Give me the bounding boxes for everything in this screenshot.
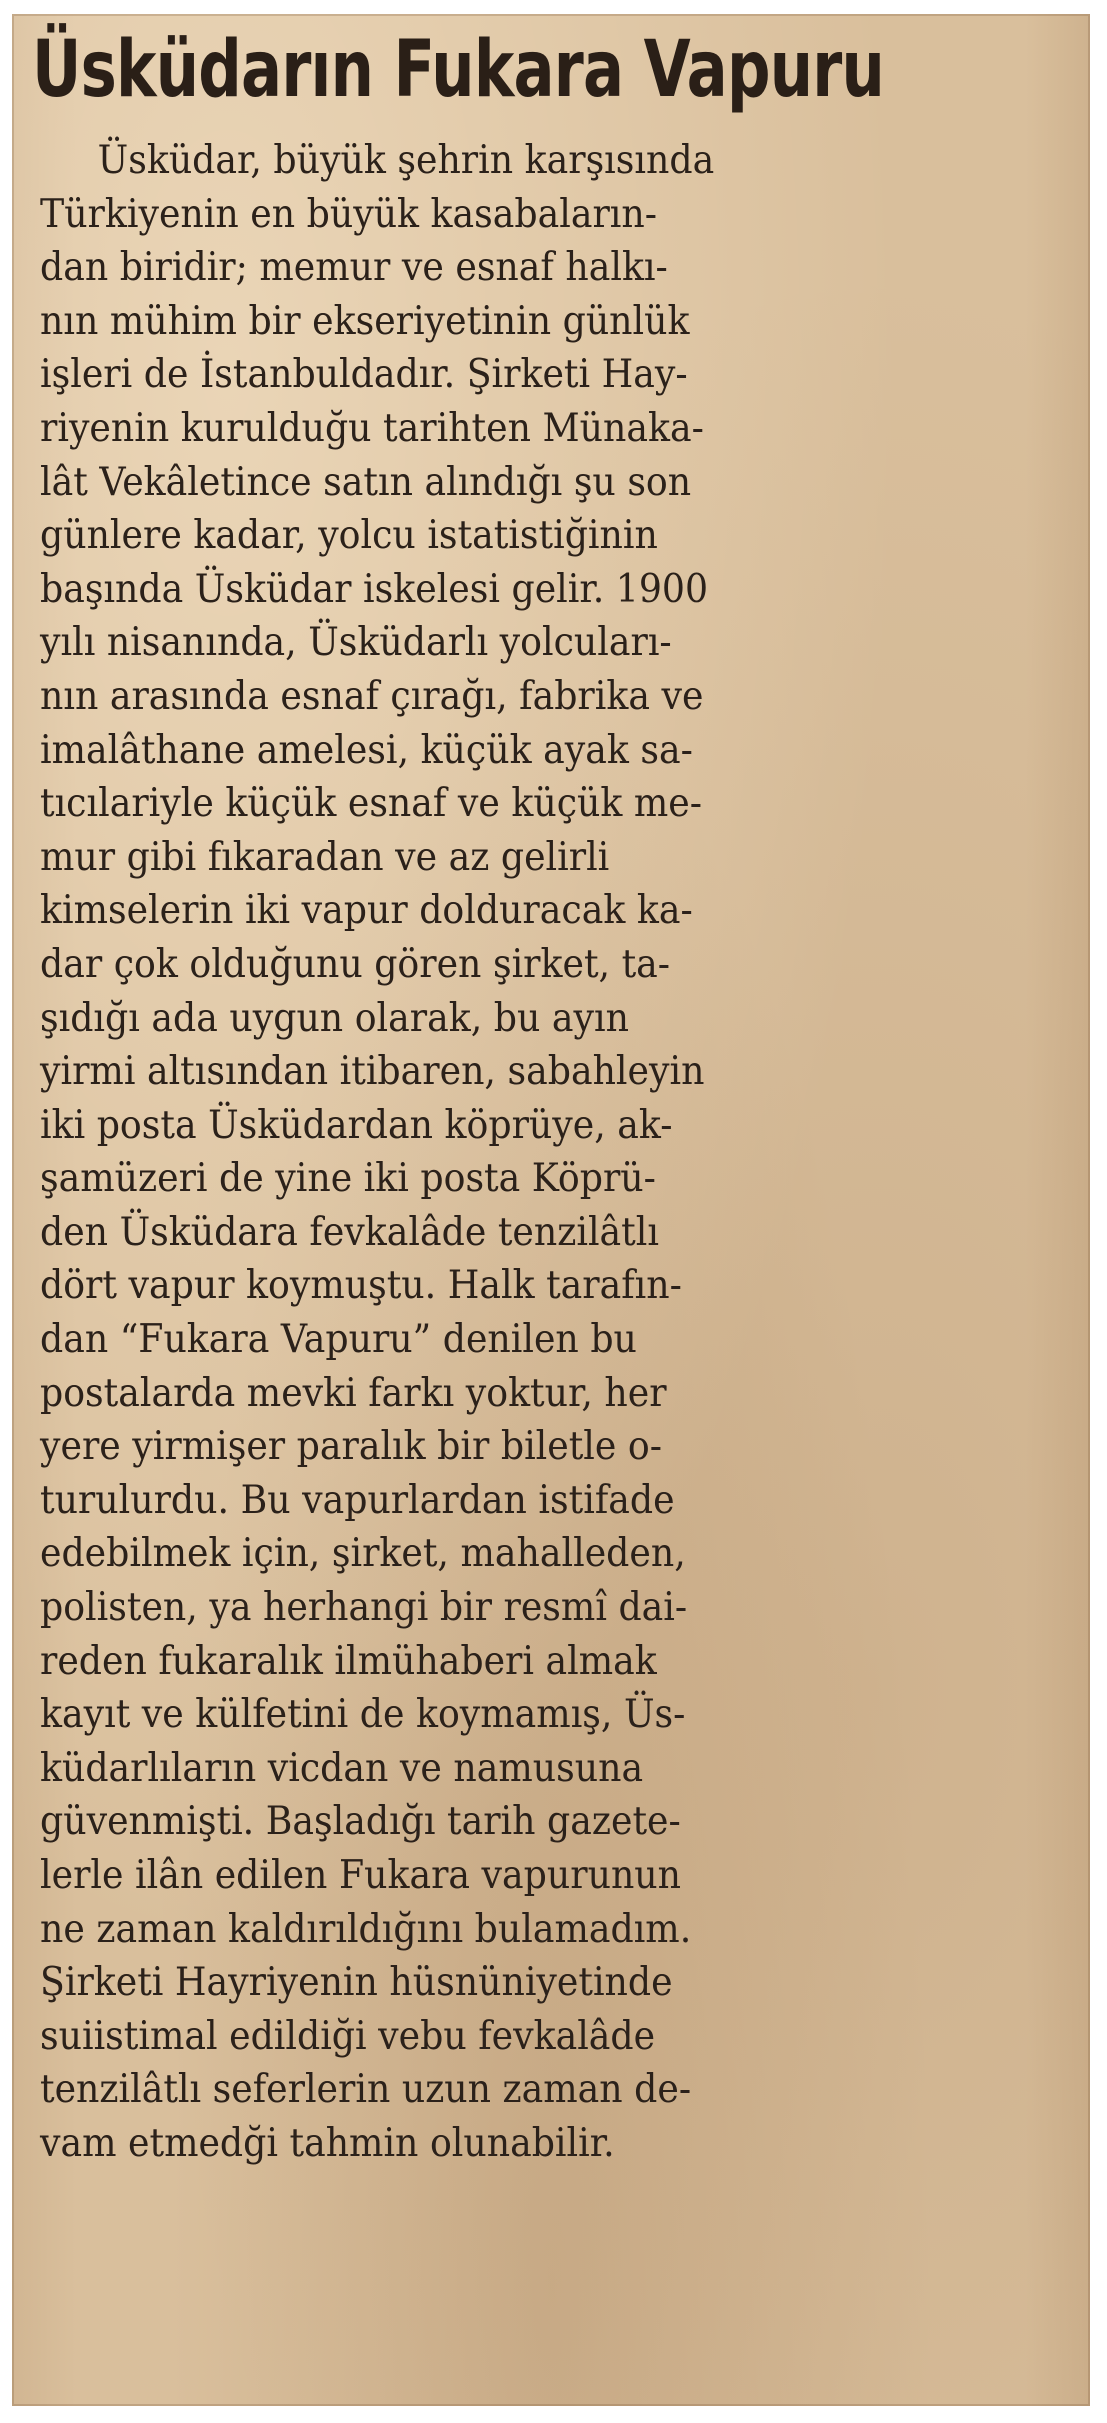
article-line: turulurdu. Bu vapurlardan istifade (40, 1477, 675, 1523)
article-line: vam etmedği tahmin olunabilir. (40, 2120, 615, 2166)
article-line: Türkiyenin en büyük kasabaların- (40, 191, 658, 237)
article-line: başında Üsküdar iskelesi gelir. 1900 (40, 566, 709, 612)
article-line: Şirketi Hayriyenin hüsnüniyetinde (40, 1960, 673, 2006)
article-line: postalarda mevki farkı yoktur, her (40, 1370, 667, 1416)
article-line: lât Vekâletince satın alındığı şu son (40, 459, 692, 505)
article-line: işleri de İstanbuldadır. Şirketi Hay- (40, 352, 688, 398)
article-line: şamüzeri de yine iki posta Köprü- (40, 1156, 656, 1202)
article-line: edebilmek için, şirket, mahalleden, (40, 1531, 686, 1577)
article-line: dan biridir; memur ve esnaf halkı- (40, 245, 668, 291)
article-line: den Üsküdara fevkalâde tenzilâtlı (40, 1209, 659, 1255)
article-line: Üsküdar, büyük şehrin karşısında (97, 138, 715, 183)
article-headline: Üsküdarın Fukara Vapuru (32, 25, 885, 115)
article-line: şıdığı ada uygun olarak, bu ayın (40, 995, 629, 1041)
article-line: riyenin kurulduğu tarihten Münaka- (40, 405, 704, 451)
newspaper-clipping (12, 14, 1090, 2406)
article-line: polisten, ya herhangi bir resmî dai- (40, 1585, 688, 1631)
article-line: reden fukaralık ilmühaberi almak (40, 1638, 657, 1684)
article-line: tıcılariyle küçük esnaf ve küçük me- (40, 781, 702, 827)
article-line: küdarlıların vicdan ve namusuna (40, 1745, 644, 1791)
article-line: kayıt ve külfetini de koymamış, Üs- (40, 1692, 686, 1738)
article-line: suiistimal edildiği vebu fevkalâde (40, 2013, 656, 2059)
article-line: yirmi altısından itibaren, sabahleyin (40, 1049, 705, 1095)
article-line: dan “Fukara Vapuru” denilen bu (40, 1317, 637, 1363)
article-line: yere yirmişer paralık bir biletle o- (40, 1424, 662, 1470)
article-line: ne zaman kaldırıldığını bulamadım. (40, 1906, 692, 1952)
article-line: günlere kadar, yolcu istatistiğinin (40, 513, 658, 559)
article-line: tenzilâtlı seferlerin uzun zaman de- (40, 2067, 692, 2113)
article-line: imalâthane amelesi, küçük ayak sa- (40, 727, 693, 773)
article-line: mur gibi fıkaradan ve az gelirli (40, 834, 610, 880)
article-line: dört vapur koymuştu. Halk tarafın- (40, 1263, 682, 1309)
article-line: kimselerin iki vapur dolduracak ka- (40, 888, 693, 934)
article-line: dar çok olduğunu gören şirket, ta- (40, 941, 671, 987)
article-line: iki posta Üsküdardan köprüye, ak- (40, 1102, 673, 1148)
article-line: güvenmişti. Başladığı tarih gazete- (40, 1799, 681, 1845)
article-line: nın mühim bir ekseriyetinin günlük (40, 298, 690, 344)
article-line: yılı nisanında, Üsküdarlı yolcuları- (40, 620, 672, 666)
article-line: nın arasında esnaf çırağı, fabrika ve (40, 673, 704, 719)
article-body (40, 134, 1070, 2171)
article-line: lerle ilân edilen Fukara vapurunun (40, 1853, 682, 1898)
